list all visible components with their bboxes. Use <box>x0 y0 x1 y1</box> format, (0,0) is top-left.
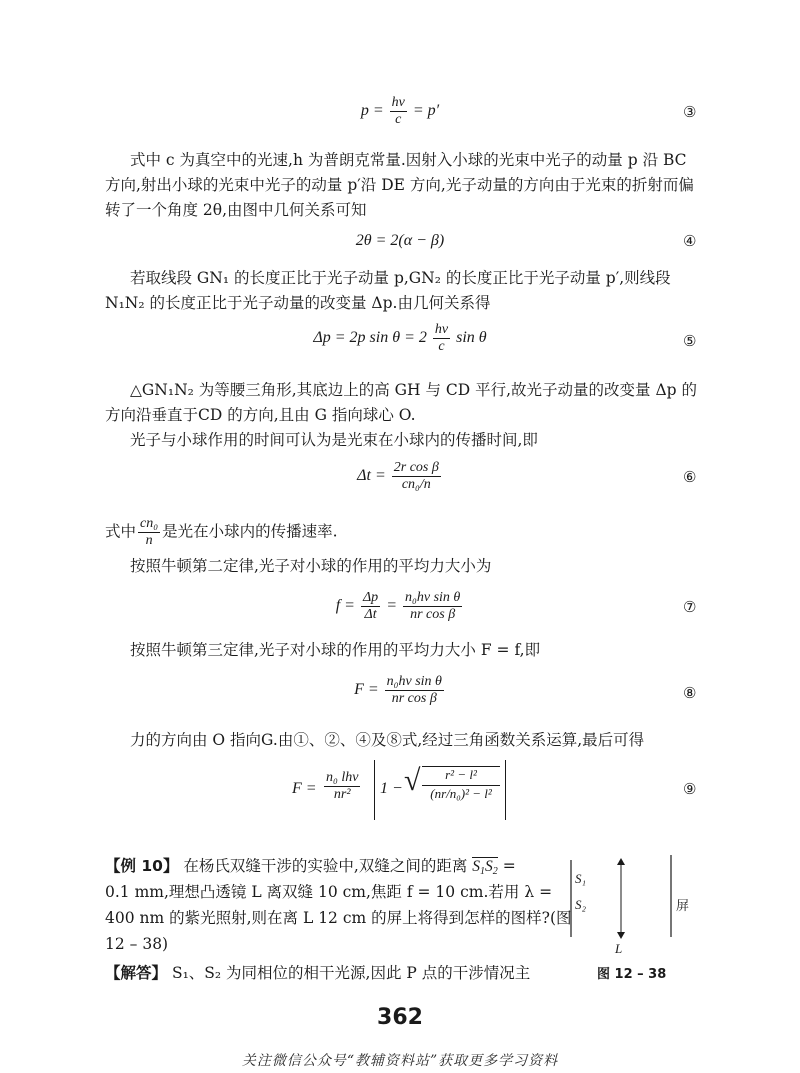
example-line3: 400 nm 的紫光照射,则在离 L 12 cm 的屏上将得到怎样的图样?(图 <box>105 909 572 927</box>
para1-line3: 转了一个角度 2θ,由图中几何关系可知 <box>105 201 367 219</box>
screen-label: 屏 <box>676 899 690 914</box>
para1-line1: 式中 c 为真空中的光速,h 为普朗克常量.因射入小球的光束中光子的动量 p 沿 BC <box>130 151 687 169</box>
footer-note: 关注微信公众号“教辅资料站”获取更多学习资料 <box>241 1053 559 1069</box>
equation-5: Δp = 2p sin θ = 2 $\frac{h\nu}{c}$ sin θ <box>313 322 487 354</box>
answer-line <box>105 963 530 983</box>
example-line1-text: 在杨氏双缝干涉的实验中,双缝之间的距离 <box>183 857 468 875</box>
para4: 式中 $\frac{\text{cn₀}}{n}$ 是光在小球内的传播速率. <box>105 516 338 548</box>
lens-arrow-top <box>617 858 625 865</box>
page-number: 362 <box>377 1005 423 1030</box>
equation-9: F = n₀ lhν nr² 1 − √ r² − l² (nr/n₀)² − l² <box>292 760 512 820</box>
answer-label: 【解答】 <box>105 964 168 982</box>
figure-caption: 图 12 – 38 <box>597 967 667 982</box>
para2-line2: N₁N₂ 的长度正比于光子动量的改变量 Δp.由几何关系得 <box>105 294 491 312</box>
figure-12-38 <box>563 855 690 965</box>
equation-6: Δt = $\frac{\text{2r cos β}}{\text{cn₀/n}}$ <box>357 460 439 492</box>
para3-line2: 方向沿垂直于CD 的方向,且由 G 指向球心 O. <box>105 406 416 424</box>
equation-5-number: ⑤ <box>683 334 697 350</box>
example-line2: 0.1 mm,理想凸透镜 L 离双缝 10 cm,焦距 f = 10 cm.若用 λ = <box>105 883 553 901</box>
para4-prefix: 式中 <box>105 522 137 541</box>
answer-text: S₁、S₂ 为同相位的相干光源,因此 P 点的干涉情况主 <box>171 964 531 982</box>
equation-7-number: ⑦ <box>683 600 697 616</box>
para1-line2: 方向,射出小球的光束中光子的动量 p′沿 DE 方向,光子动量的方向由于光束的折射而偏 <box>105 176 694 194</box>
equation-3-number: ③ <box>683 105 697 121</box>
example-label: 【例 10】 <box>105 857 179 875</box>
equation-7: f = $\frac{\Delta p}{\Delta t}$ = $\frac{\text{n₀hν sin θ}}{\text{nr cos β}}$ <box>335 590 461 622</box>
equation-9-number: ⑨ <box>683 782 697 798</box>
para3-line3: 光子与小球作用的时间可认为是光束在小球内的传播时间,即 <box>130 431 538 449</box>
slit-s2-label: S₂ <box>575 897 587 912</box>
para7-line1: 力的方向由 O 指向G.由①、②、④及⑧式,经过三角函数关系运算,最后可得 <box>130 731 645 749</box>
para4-suffix: 是光在小球内的传播速率. <box>162 522 338 541</box>
equation-4-number: ④ <box>683 234 697 250</box>
equation-8-number: ⑧ <box>683 686 697 702</box>
para6-line1: 按照牛顿第三定律,光子对小球的作用的平均力大小 F = f,即 <box>130 641 541 659</box>
para2-line1: 若取线段 GN₁ 的长度正比于光子动量 p,GN₂ 的长度正比于光子动量 p′,则线段 <box>130 269 671 287</box>
para3-line1: △GN₁N₂ 为等腰三角形,其底边上的高 GH 与 CD 平行,故光子动量的改变量 Δp 的 <box>130 381 698 399</box>
equation-6-number: ⑥ <box>683 470 697 486</box>
equation-3: p = $\frac{h\nu}{c}$ = p′ <box>360 95 440 127</box>
example-line4: 12 – 38) <box>105 935 169 953</box>
equation-4: 2θ = 2(α − β) <box>355 232 445 249</box>
slit-s1-label: S₁ <box>575 871 587 886</box>
lens-label: L <box>615 941 623 956</box>
lens-arrow-bottom <box>617 932 625 939</box>
example-line1: 【例 10】 在杨氏双缝干涉的实验中,双缝之间的距离 $S_1S_2$ = <box>105 857 516 877</box>
equation-8: F = $\frac{\text{n₀hν sin θ}}{\text{nr cos β}}$ <box>354 674 442 706</box>
para5-line1: 按照牛顿第二定律,光子对小球的作用的平均力大小为 <box>130 557 492 575</box>
